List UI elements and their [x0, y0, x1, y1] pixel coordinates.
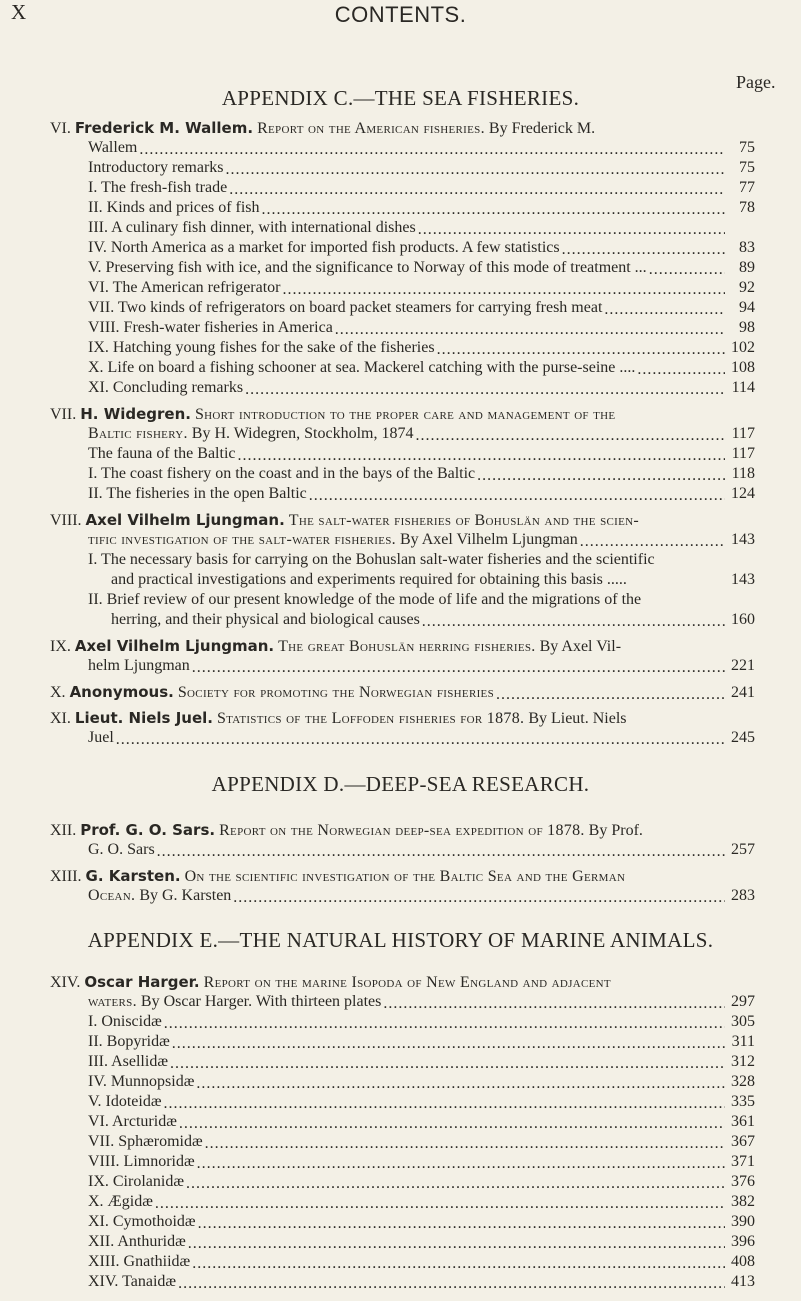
entry-xii-line1: XII. Prof. G. O. Sars. Report on the Norwegian deep-sea expedition of 1878. By Prof.	[50, 821, 643, 839]
entry-author: G. Karsten.	[85, 867, 181, 885]
page-number: 245	[731, 729, 755, 746]
page-number: 114	[731, 379, 755, 396]
page-number: 75	[739, 159, 755, 176]
page-number: 89	[739, 259, 755, 276]
entry-author: Anonymous.	[69, 683, 174, 701]
toc-entry[interactable]: helm Ljungman ..... 221	[88, 656, 755, 676]
toc-entry[interactable]: waters. By Oscar Harger. With thirteen plates ..... 297	[88, 992, 755, 1012]
toc-subentry[interactable]: XI. Cymothoidæ ..... 390	[88, 1212, 755, 1232]
page-number: 94	[739, 299, 755, 316]
page-number: 257	[731, 841, 755, 858]
entry-author: Oscar Harger.	[84, 973, 200, 991]
page-number: 117	[731, 425, 755, 442]
page-number: 108	[731, 359, 755, 376]
page-number-roman: X	[11, 0, 27, 24]
toc-subentry[interactable]: II. The fisheries in the open Baltic ..... 124	[88, 484, 755, 504]
toc-entry[interactable]: Baltic fishery. By H. Widegren, Stockholm, 1874 ..... 117	[88, 424, 755, 444]
toc-subentry[interactable]: XII. Anthuridæ ..... 396	[88, 1232, 755, 1252]
entry-author: Axel Vilhelm Ljungman.	[74, 637, 275, 655]
page-number: 118	[731, 465, 755, 482]
toc-subentry[interactable]: IX. Hatching young fishes for the sake of the fisheries ..... 102	[88, 338, 755, 358]
entry-ix-line1: IX. Axel Vilhelm Ljungman. The great Bohuslän herring fisheries. By Axel Vil-	[50, 637, 622, 655]
toc-subentry[interactable]: herring, and their physical and biological causes ..... 160	[111, 610, 755, 630]
page-number: 221	[731, 657, 755, 674]
page-number: 117	[731, 445, 755, 462]
entry-author: Axel Vilhelm Ljungman.	[85, 511, 285, 529]
toc-entry[interactable]: Wallem ..... 75	[88, 138, 755, 158]
page-number: 311	[731, 1033, 755, 1050]
toc-subentry[interactable]: I. Oniscidæ ..... 305	[88, 1012, 755, 1032]
page-number: 83	[739, 239, 755, 256]
page-number: 371	[731, 1153, 755, 1170]
toc-subentry[interactable]: V. Idoteidæ ..... 335	[88, 1092, 755, 1112]
entry-author: H. Widegren.	[80, 405, 191, 423]
page-number: 143	[731, 571, 755, 588]
page-title: CONTENTS.	[334, 2, 467, 27]
entry-vi-line1: VI. Frederick M. Wallem. Report on the American fisheries. By Frederick M.	[50, 119, 596, 137]
page-number: 390	[731, 1213, 755, 1230]
page-number: 328	[731, 1073, 755, 1090]
page-number: 124	[731, 485, 755, 502]
entry-xi-line1: XI. Lieut. Niels Juel. Statistics of the Loffoden fisheries for 1878. By Lieut. Niels	[50, 709, 627, 727]
toc-subentry[interactable]: VIII. Fresh-water fisheries in America ..... 98	[88, 318, 755, 338]
page-column-label: Page.	[736, 72, 776, 92]
entry-author: Prof. G. O. Sars.	[80, 821, 216, 839]
appendix-e-title: APPENDIX E.—THE NATURAL HISTORY OF MARINE ANIMALS.	[87, 928, 714, 952]
page-number: 143	[731, 531, 755, 548]
page-number: 77	[739, 179, 755, 196]
toc-subentry[interactable]: X. Ægidæ ..... 382	[88, 1192, 755, 1212]
toc-subentry[interactable]: II. Kinds and prices of fish ..... 78	[88, 198, 755, 218]
entry-viii-line1: VIII. Axel Vilhelm Ljungman. The salt-water fisheries of Bohuslän and the scien-	[50, 511, 639, 529]
toc-subentry[interactable]: IV. Munnopsidæ ..... 328	[88, 1072, 755, 1092]
toc-subentry[interactable]: II. Bopyridæ ..... 311	[88, 1032, 755, 1052]
page-number: 312	[731, 1053, 755, 1070]
toc-subentry[interactable]: Introductory remarks ..... 75	[88, 158, 755, 178]
entry-xiv-line1: XIV. Oscar Harger. Report on the marine Isopoda of New England and adjacent	[50, 973, 611, 991]
toc-subentry[interactable]: I. The coast fishery on the coast and in the bays of the Baltic ..... 118	[88, 464, 755, 484]
toc-subentry[interactable]: I. The fresh-fish trade ..... 77	[88, 178, 755, 198]
page-number: 297	[731, 993, 755, 1010]
page-number: 335	[731, 1093, 755, 1110]
page-number: 92	[739, 279, 755, 296]
page-number: 367	[731, 1133, 755, 1150]
toc-subentry[interactable]: and practical investigations and experiments required for obtaining this basis ..... 143	[111, 571, 755, 588]
appendix-c-title: APPENDIX C.—THE SEA FISHERIES.	[221, 86, 580, 110]
entry-author: Lieut. Niels Juel.	[74, 709, 213, 727]
toc-subentry[interactable]: IV. North America as a market for imported fish products. A few statistics ..... 83	[88, 238, 755, 258]
page-number: 413	[731, 1273, 755, 1290]
page-number: 396	[731, 1233, 755, 1250]
page-number: 376	[731, 1173, 755, 1190]
toc-subentry[interactable]: VII. Sphæromidæ ..... 367	[88, 1132, 755, 1152]
toc-entry[interactable]: X. Anonymous. Society for promoting the Norwegian fisheries ..... 241	[50, 682, 755, 703]
entry-author: Frederick M. Wallem.	[74, 119, 254, 137]
page-number: 78	[739, 199, 755, 216]
page-number: 98	[739, 319, 755, 336]
toc-subentry[interactable]: The fauna of the Baltic ..... 117	[88, 444, 755, 464]
entry-vii-line1: VII. H. Widegren. Short introduction to the proper care and management of the	[50, 405, 616, 423]
toc-subentry[interactable]: III. Asellidæ ..... 312	[88, 1052, 755, 1072]
toc-entry[interactable]: Juel ..... 245	[88, 728, 755, 748]
toc-entry[interactable]: tific investigation of the salt-water fisheries. By Axel Vilhelm Ljungman ..... 143	[88, 530, 755, 550]
page-number: 75	[739, 139, 755, 156]
toc-subentry[interactable]: IX. Cirolanidæ ..... 376	[88, 1172, 755, 1192]
toc-subentry[interactable]: X. Life on board a fishing schooner at sea. Mackerel catching with the purse-seine .... ..... 108	[88, 358, 755, 378]
toc-subentry[interactable]: V. Preserving fish with ice, and the significance to Norway of this mode of treatment ... ..... 89	[88, 258, 755, 278]
toc-entry[interactable]: Ocean. By G. Karsten ..... 283	[88, 886, 755, 906]
toc-subentry[interactable]: III. A culinary fish dinner, with international dishes .....	[88, 218, 755, 238]
toc-subentry-line: II. Brief review of our present knowledge of the mode of life and the migrations of the	[88, 591, 642, 608]
page-number: 382	[731, 1193, 755, 1210]
toc-subentry[interactable]: VII. Two kinds of refrigerators on board packet steamers for carrying fresh meat ..... 94	[88, 298, 755, 318]
toc-subentry[interactable]: VI. The American refrigerator ..... 92	[88, 278, 755, 298]
page-number: 241	[731, 684, 755, 701]
page-number: 361	[731, 1113, 755, 1130]
toc-entry[interactable]: G. O. Sars ..... 257	[88, 840, 755, 860]
toc-subentry-line: I. The necessary basis for carrying on the Bohuslan salt-water fisheries and the scientific	[88, 551, 655, 568]
toc-subentry[interactable]: VI. Arcturidæ ..... 361	[88, 1112, 755, 1132]
appendix-d-title: APPENDIX D.—DEEP-SEA RESEARCH.	[211, 772, 590, 796]
toc-subentry[interactable]: XI. Concluding remarks ..... 114	[88, 378, 755, 398]
toc-subentry[interactable]: XIV. Tanaidæ ..... 413	[88, 1272, 755, 1292]
page-number: 283	[731, 887, 755, 904]
page-number: 160	[731, 611, 755, 628]
toc-subentry[interactable]: XIII. Gnathiidæ ..... 408	[88, 1252, 755, 1272]
entry-xiii-line1: XIII. G. Karsten. On the scientific investigation of the Baltic Sea and the German	[50, 867, 626, 885]
toc-subentry[interactable]: VIII. Limnoridæ ..... 371	[88, 1152, 755, 1172]
page-number: 305	[731, 1013, 755, 1030]
page-number: 408	[731, 1253, 755, 1270]
page-number: 102	[731, 339, 755, 356]
